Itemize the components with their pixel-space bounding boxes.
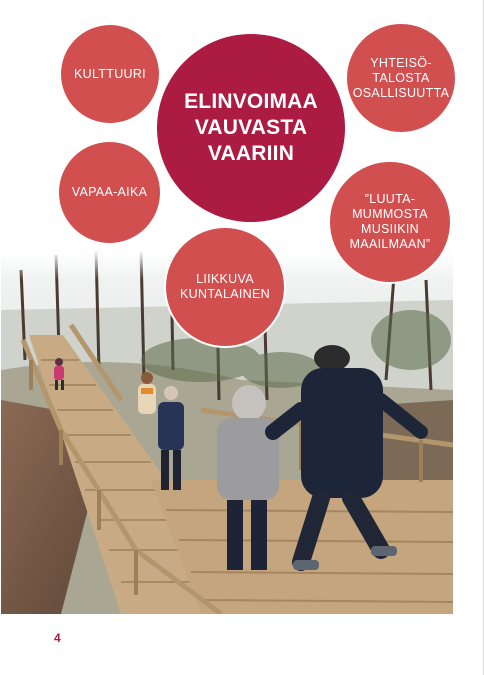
- bubble-main-title: [157, 34, 345, 222]
- main-title-text: ELINVOIMAA VAUVASTA VAARIIN: [184, 90, 318, 165]
- bubble-leisure-label: VAPAA-AIKA: [71, 185, 148, 199]
- bubble-music: [330, 162, 450, 282]
- bubble-sports: [166, 228, 284, 346]
- bubble-community-label: YHTEISÖ- TALOSTA OSALLISUUTTA: [352, 55, 450, 100]
- bubble-culture: [61, 25, 159, 123]
- bubble-community: [347, 24, 455, 132]
- bubble-leisure: [59, 142, 160, 243]
- bubble-culture-label: KULTTUURI: [74, 66, 146, 81]
- page-number: 4: [54, 631, 61, 645]
- bubble-sports-label: LIIKKUVA KUNTALAINEN: [180, 272, 270, 301]
- bubble-music-label: ”LUUTA- MUMMOSTA MUSIIKIN MAAILMAAN”: [349, 192, 431, 251]
